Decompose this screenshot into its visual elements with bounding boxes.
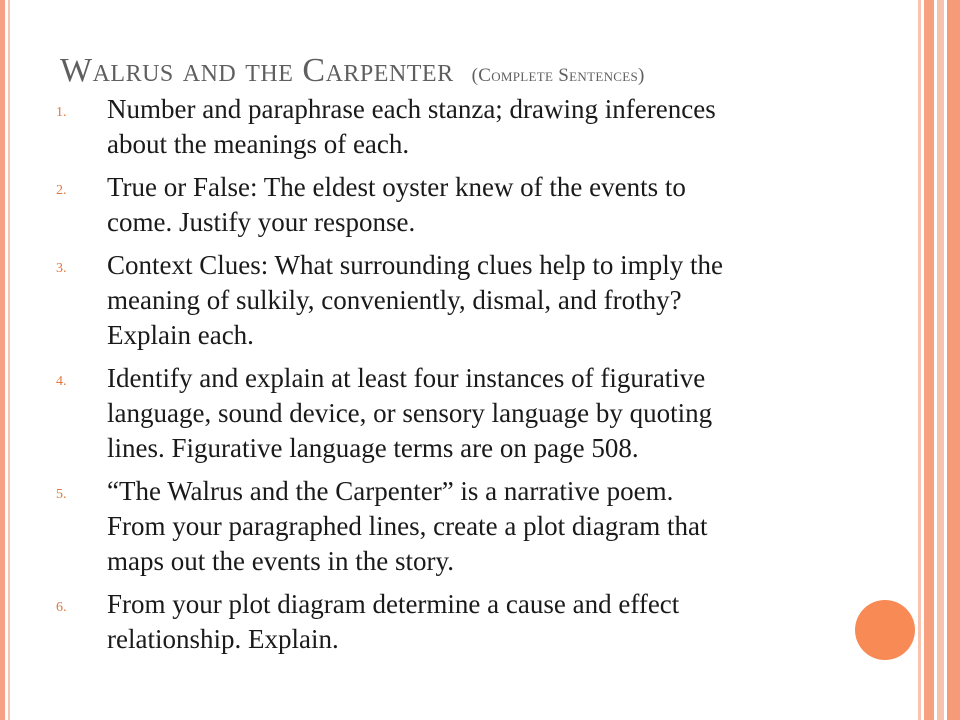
question-number: 5. (56, 487, 67, 502)
question-number: 3. (56, 261, 67, 276)
question-item-2 (56, 170, 906, 240)
right-border-stripe-4 (947, 0, 960, 720)
question-number: 2. (56, 183, 67, 198)
question-number: 4. (56, 374, 67, 389)
question-text: Context Clues: What surrounding clues help to imply the meaning of sulkily, conveniently, dismal, and frothy? Explain each. (107, 250, 723, 350)
right-border-stripe-3 (937, 0, 944, 720)
question-item-4 (56, 361, 906, 466)
question-text: Identify and explain at least four instances of figurative language, sound device, or sensory language by quoting lines. Figurative language terms are on page 508. (107, 363, 713, 463)
left-border-stripe-thin (8, 0, 10, 720)
decorative-circle (855, 600, 915, 660)
question-list (56, 92, 906, 657)
left-border-stripe (0, 0, 5, 720)
slide-title (60, 52, 900, 90)
question-item-3 (56, 248, 906, 353)
question-text: True or False: The eldest oyster knew of the events to come. Justify your response. (107, 172, 686, 237)
question-number: 6. (56, 600, 67, 615)
question-item-1 (56, 92, 906, 162)
right-border-stripe-2 (924, 0, 934, 720)
question-text: “The Walrus and the Carpenter” is a narrative poem. From your paragraphed lines, create a plot diagram that maps out the events in the story. (107, 476, 708, 576)
question-item-6 (56, 587, 906, 657)
slide-title-subtitle: (Complete Sentences) (471, 65, 645, 86)
question-text: Number and paraphrase each stanza; drawing inferences about the meanings of each. (107, 94, 716, 159)
right-border-stripe-1 (918, 0, 921, 720)
question-text: From your plot diagram determine a cause and effect relationship. Explain. (107, 589, 680, 654)
question-item-5 (56, 474, 906, 579)
question-number: 1. (56, 105, 67, 120)
slide-title-main: Walrus and the Carpenter (60, 52, 454, 89)
